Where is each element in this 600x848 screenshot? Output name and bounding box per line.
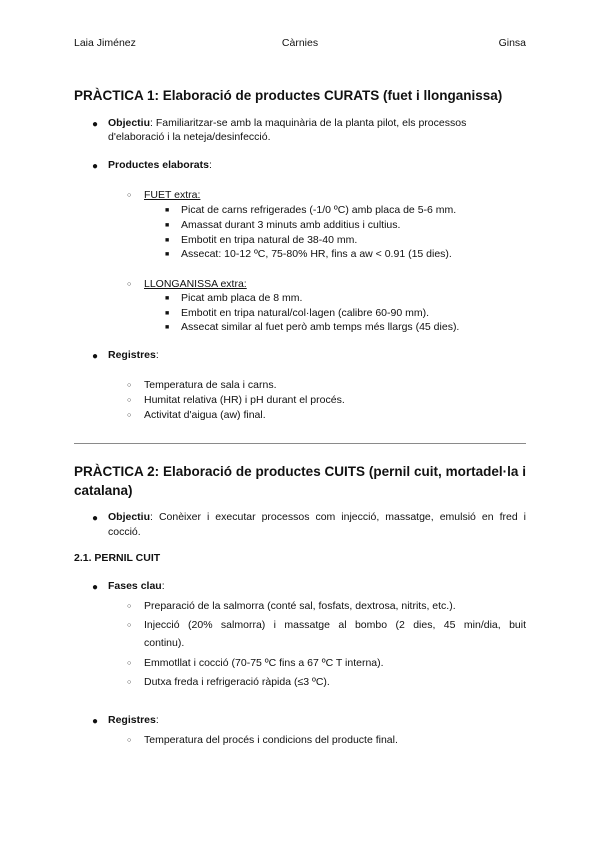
bullet-icon: ● — [92, 119, 99, 130]
registres-label: Registres — [108, 349, 156, 361]
fases-label: Fases clau — [108, 580, 162, 592]
square-bullet-icon: ■ — [165, 324, 170, 331]
practica2-fases — [108, 579, 526, 594]
header-author: Laia Jiménez — [74, 37, 136, 49]
square-bullet-icon: ■ — [165, 222, 170, 229]
fases-suffix: : — [161, 580, 165, 592]
productes-label: Productes elaborats — [108, 159, 209, 171]
fase-item: Injecció (20% salmorra) i massatge al bombo (2 dies, 45 min/dia, buit — [144, 619, 526, 631]
fase-item: Preparació de la salmorra (conté sal, fosfats, dextrosa, nitrits, etc.). — [144, 600, 456, 612]
practica1-title: PRÀCTICA 1: Elaboració de productes CURATS (fuet i llonganissa) — [74, 88, 503, 103]
registres-suffix: : — [155, 714, 159, 726]
fuet-item: Amassat durant 3 minuts amb additius i cultius. — [181, 219, 401, 231]
objectiu-label: Objectiu — [108, 117, 151, 129]
llonganissa-item: Embotit en tripa natural/col·lagen (calibre 60-90 mm). — [181, 307, 430, 319]
square-bullet-icon: ■ — [165, 251, 170, 258]
objectiu-text-line1: : Conèixer i executar processos com injecció, massatge, emulsió en fred i — [150, 511, 526, 523]
registres-label: Registres — [108, 714, 156, 726]
registre-item: Temperatura de sala i carns. — [144, 379, 277, 391]
square-bullet-icon: ■ — [165, 207, 170, 214]
fase-item: Dutxa freda i refrigeració ràpida (≤3 ºC). — [144, 676, 330, 688]
circle-bullet-icon: ○ — [127, 412, 132, 419]
fuet-item: Picat de carns refrigerades (-1/0 ºC) amb placa de 5-6 mm. — [181, 204, 457, 216]
practica2-registres — [108, 713, 526, 728]
llonganissa-item: Assecat similar al fuet però amb temps més llargs (45 dies). — [181, 321, 460, 333]
fuet-label: FUET extra: — [144, 189, 201, 201]
bullet-icon: ● — [92, 716, 99, 727]
page-header — [74, 36, 526, 50]
section-divider — [74, 443, 526, 444]
circle-bullet-icon: ○ — [127, 192, 132, 199]
bullet-icon: ● — [92, 351, 99, 362]
llonganissa-label: LLONGANISSA extra: — [144, 278, 247, 290]
square-bullet-icon: ■ — [165, 310, 170, 317]
practica2-title-line1: PRÀCTICA 2: Elaboració de productes CUITS (pernil cuit, mortadel·la i — [74, 464, 526, 479]
circle-bullet-icon: ○ — [127, 660, 132, 667]
circle-bullet-icon: ○ — [127, 679, 132, 686]
fase-item-continued: continu). — [144, 637, 185, 649]
practica2-title-line2: catalana) — [74, 483, 133, 498]
registres-suffix: : — [155, 349, 159, 361]
circle-bullet-icon: ○ — [127, 397, 132, 404]
fase-item: Emmotllat i cocció (70-75 ºC fins a 67 ºC T interna). — [144, 657, 384, 669]
circle-bullet-icon: ○ — [127, 382, 132, 389]
practica1-registres — [108, 348, 526, 363]
practica2-objectiu — [108, 510, 526, 525]
objectiu-text-line1: : Familiaritzar-se amb la maquinària de la planta pilot, els processos — [150, 117, 467, 129]
square-bullet-icon: ■ — [165, 237, 170, 244]
bullet-icon: ● — [92, 161, 99, 172]
objectiu-text-line2: d'elaboració i la neteja/desinfecció. — [108, 131, 271, 143]
header-subject: Càrnies — [281, 37, 319, 49]
practica1-productes — [108, 158, 526, 173]
circle-bullet-icon: ○ — [127, 281, 132, 288]
header-group: Ginsa — [498, 37, 526, 49]
circle-bullet-icon: ○ — [127, 622, 132, 629]
circle-bullet-icon: ○ — [127, 603, 132, 610]
practica1-objectiu — [108, 116, 526, 131]
square-bullet-icon: ■ — [165, 295, 170, 302]
productes-suffix: : — [208, 159, 212, 171]
llonganissa-item: Picat amb placa de 8 mm. — [181, 292, 303, 304]
registre-item: Activitat d'aigua (aw) final. — [144, 409, 266, 421]
objectiu-label: Objectiu — [108, 511, 151, 523]
fuet-item: Assecat: 10-12 ºC, 75-80% HR, fins a aw < 0.91 (15 dies). — [181, 248, 452, 260]
fuet-item: Embotit en tripa natural de 38-40 mm. — [181, 234, 358, 246]
registre-item: Temperatura del procés i condicions del producte final. — [144, 734, 398, 746]
objectiu-text-line2: cocció. — [108, 526, 141, 538]
bullet-icon: ● — [92, 582, 99, 593]
registre-item: Humitat relativa (HR) i pH durant el procés. — [144, 394, 345, 406]
circle-bullet-icon: ○ — [127, 737, 132, 744]
bullet-icon: ● — [92, 513, 99, 524]
section-title-pernil-cuit: 2.1. PERNIL CUIT — [74, 552, 161, 564]
